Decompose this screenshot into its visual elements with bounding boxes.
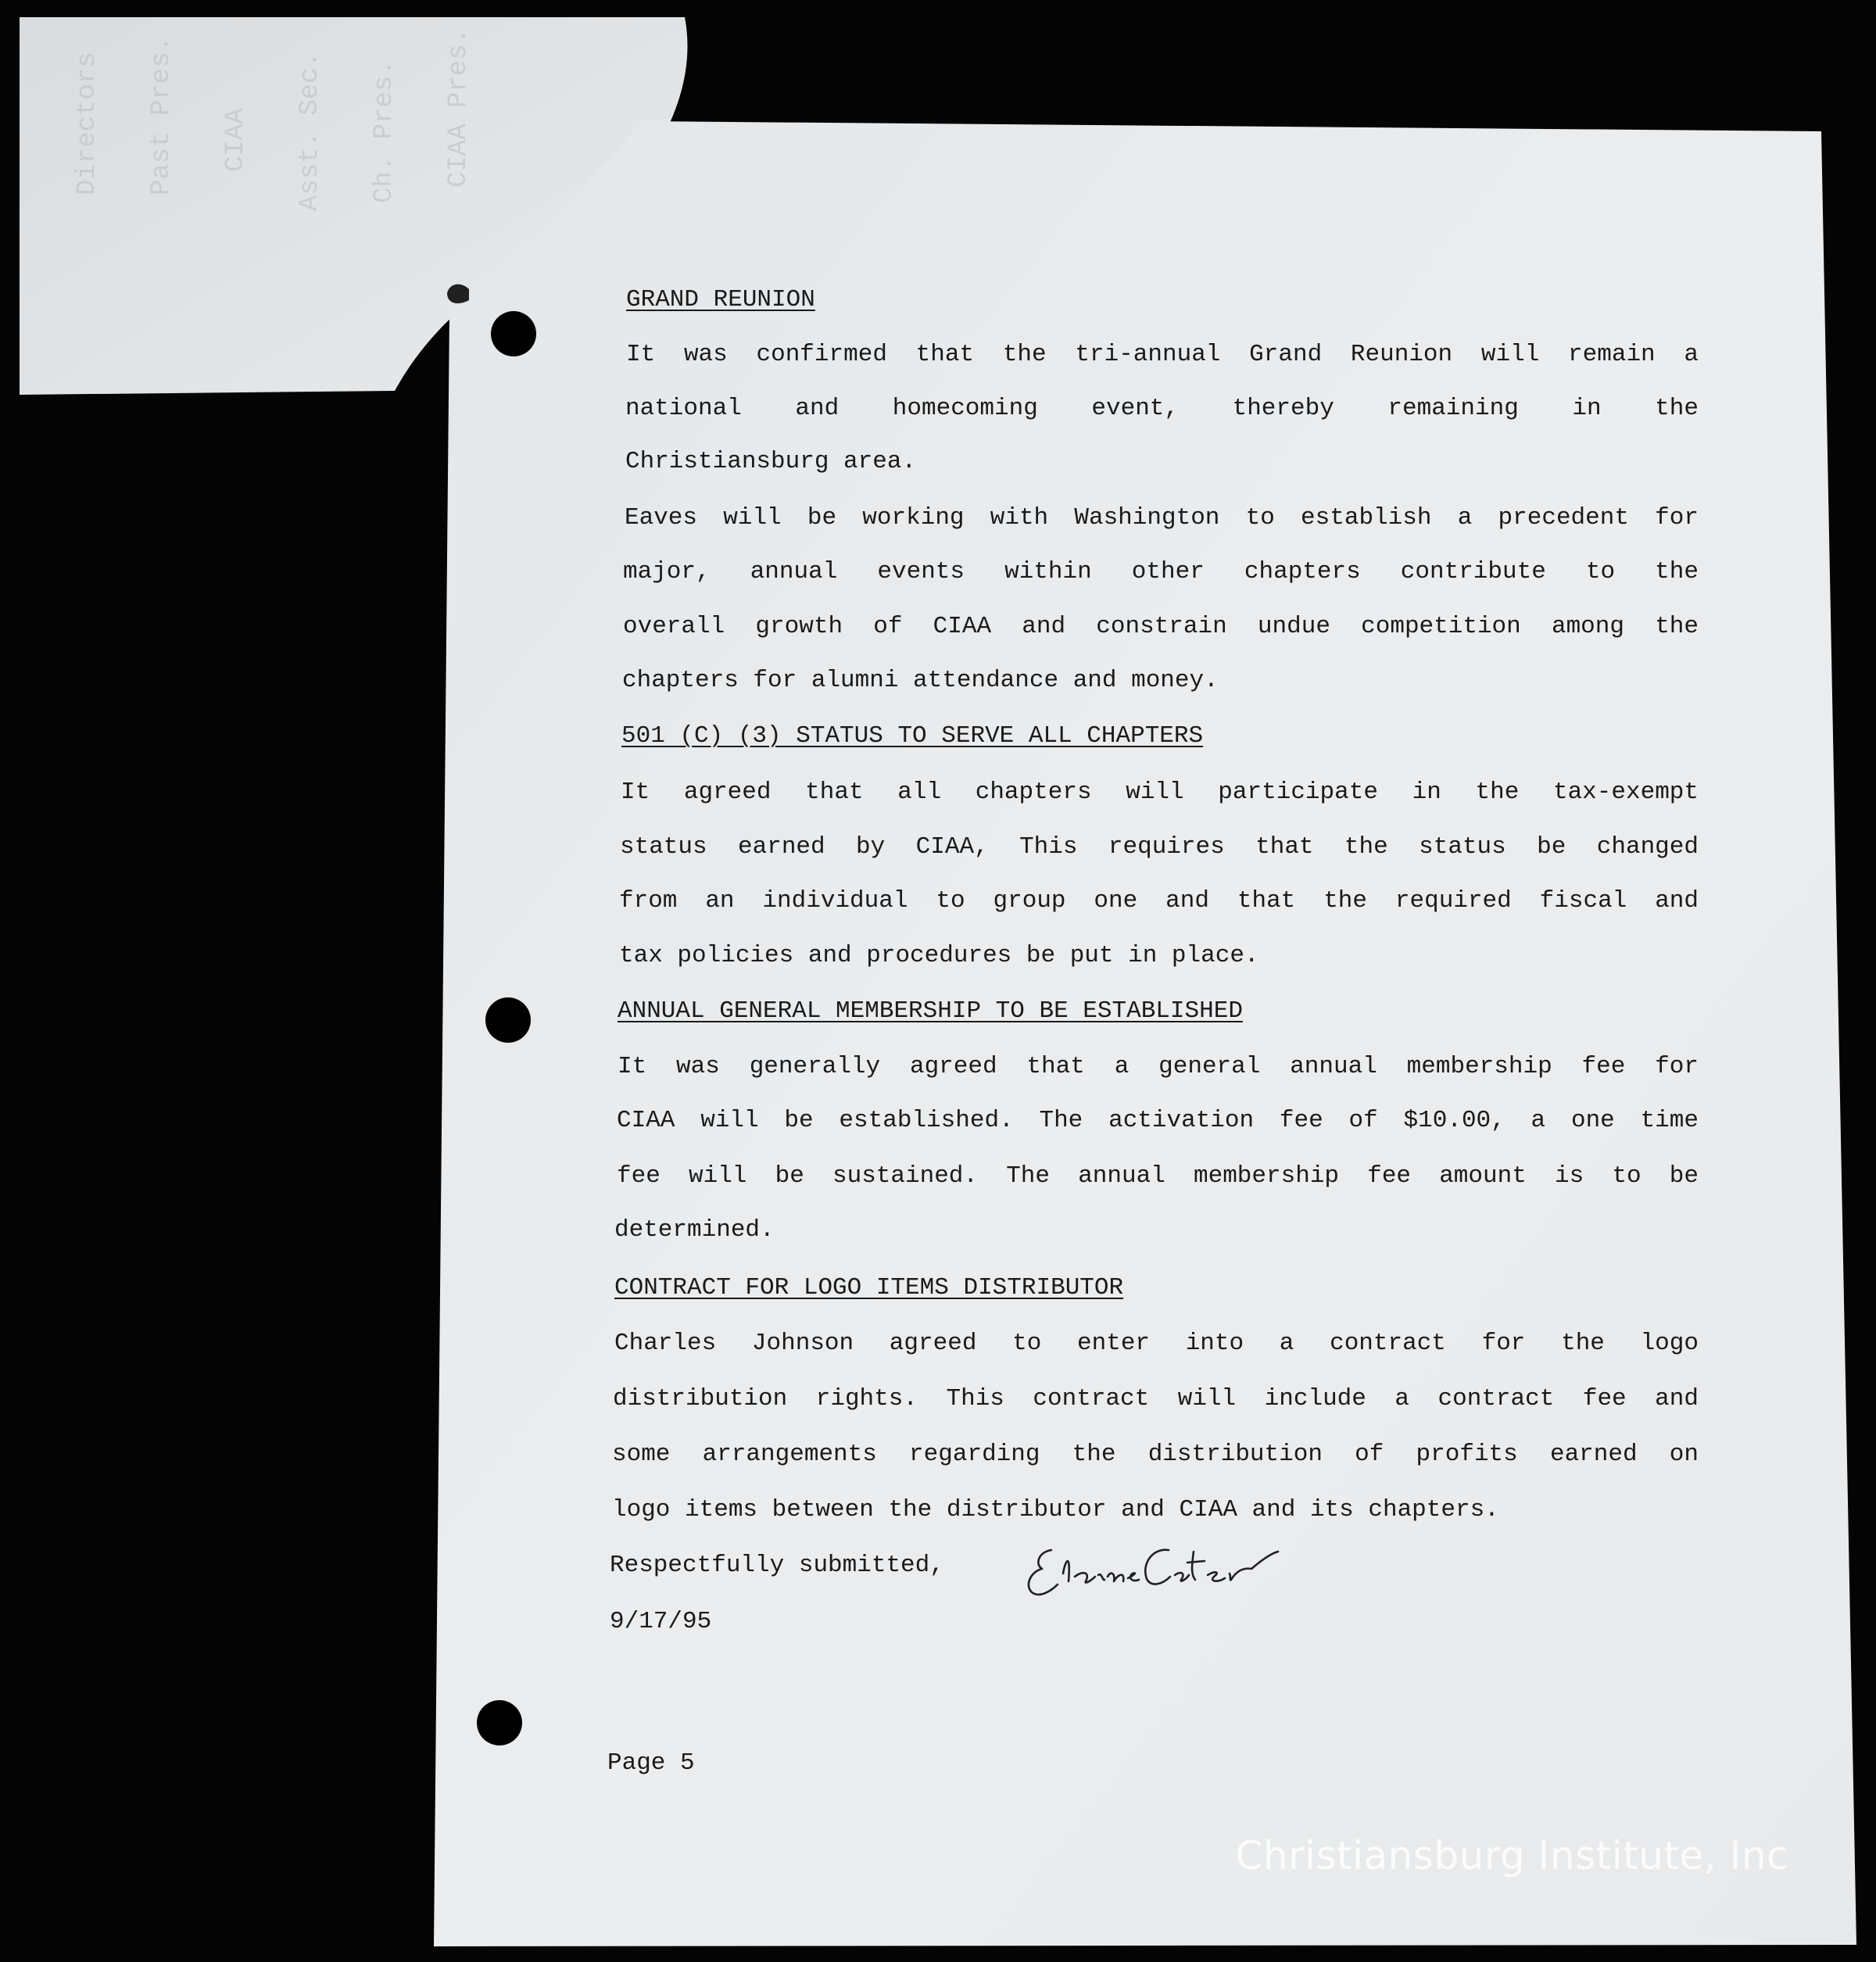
svg-text:CIAA: CIAA <box>221 108 251 172</box>
svg-text:CIAA Pres.: CIAA Pres. <box>444 27 474 188</box>
paragraph-line: logo items between the distributor and CIAA and its chapters. <box>612 1496 1499 1523</box>
paragraph-line: some arrangements regarding the distribution of profits earned on <box>612 1441 1699 1468</box>
section-heading-annual-membership: ANNUAL GENERAL MEMBERSHIP TO BE ESTABLISHED <box>618 997 1243 1025</box>
paragraph-line: determined. <box>614 1216 775 1244</box>
paragraph-line: chapters for alumni attendance and money. <box>622 667 1219 694</box>
institution-watermark: Christiansburg Institute, Inc <box>1235 1833 1788 1878</box>
signature-block <box>610 1536 1313 1606</box>
section-heading-grand-reunion: GRAND REUNION <box>626 286 815 313</box>
section-heading-logo-contract: CONTRACT FOR LOGO ITEMS DISTRIBUTOR <box>614 1274 1124 1301</box>
svg-text:Past Pres.: Past Pres. <box>147 35 177 195</box>
document-date: 9/17/95 <box>610 1608 712 1635</box>
paragraph-line: It agreed that all chapters will participate in the tax-exempt <box>621 779 1699 806</box>
paragraph-line: major, annual events within other chapters contribute to the <box>623 558 1699 585</box>
paragraph-line: national and homecoming event, thereby remaining in the <box>625 395 1699 422</box>
paragraph-line: It was generally agreed that a general annual membership fee for <box>618 1053 1699 1080</box>
paragraph-line: tax policies and procedures be put in place. <box>619 942 1259 969</box>
svg-text:Directors: Directors <box>73 52 102 195</box>
paragraph-line: Christiansburg area. <box>625 448 917 475</box>
handwritten-signature <box>1020 1536 1286 1606</box>
paragraph-line: from an individual to group one and that the required fiscal and <box>619 887 1699 915</box>
binder-hole-top <box>491 311 536 356</box>
paragraph-line: Charles Johnson agreed to enter into a contract for the logo <box>614 1330 1699 1357</box>
paragraph-line: It was confirmed that the tri-annual Grand Reunion will remain a <box>626 341 1699 368</box>
paragraph-line: overall growth of CIAA and constrain undue competition among the <box>623 613 1699 640</box>
paragraph-line: Eaves will be working with Washington to establish a precedent for <box>625 504 1699 532</box>
svg-text:Asst. Sec.: Asst. Sec. <box>295 51 325 211</box>
paragraph-line: fee will be sustained. The annual membership fee amount is to be <box>617 1162 1699 1190</box>
closing-text: Respectfully submitted, <box>610 1552 944 1579</box>
paragraph-line: distribution rights. This contract will include a contract fee and <box>613 1385 1699 1412</box>
svg-text:Ch. Pres.: Ch. Pres. <box>370 59 399 203</box>
binder-hole-bottom <box>477 1700 522 1745</box>
binder-hole-middle <box>485 997 531 1043</box>
paragraph-line: status earned by CIAA, This requires that the status be changed <box>620 833 1699 861</box>
paragraph-line: CIAA will be established. The activation fee of $10.00, a one time <box>617 1107 1699 1134</box>
page-number: Page 5 <box>607 1749 695 1777</box>
section-heading-501c3-status: 501 (C) (3) STATUS TO SERVE ALL CHAPTERS <box>621 722 1204 750</box>
